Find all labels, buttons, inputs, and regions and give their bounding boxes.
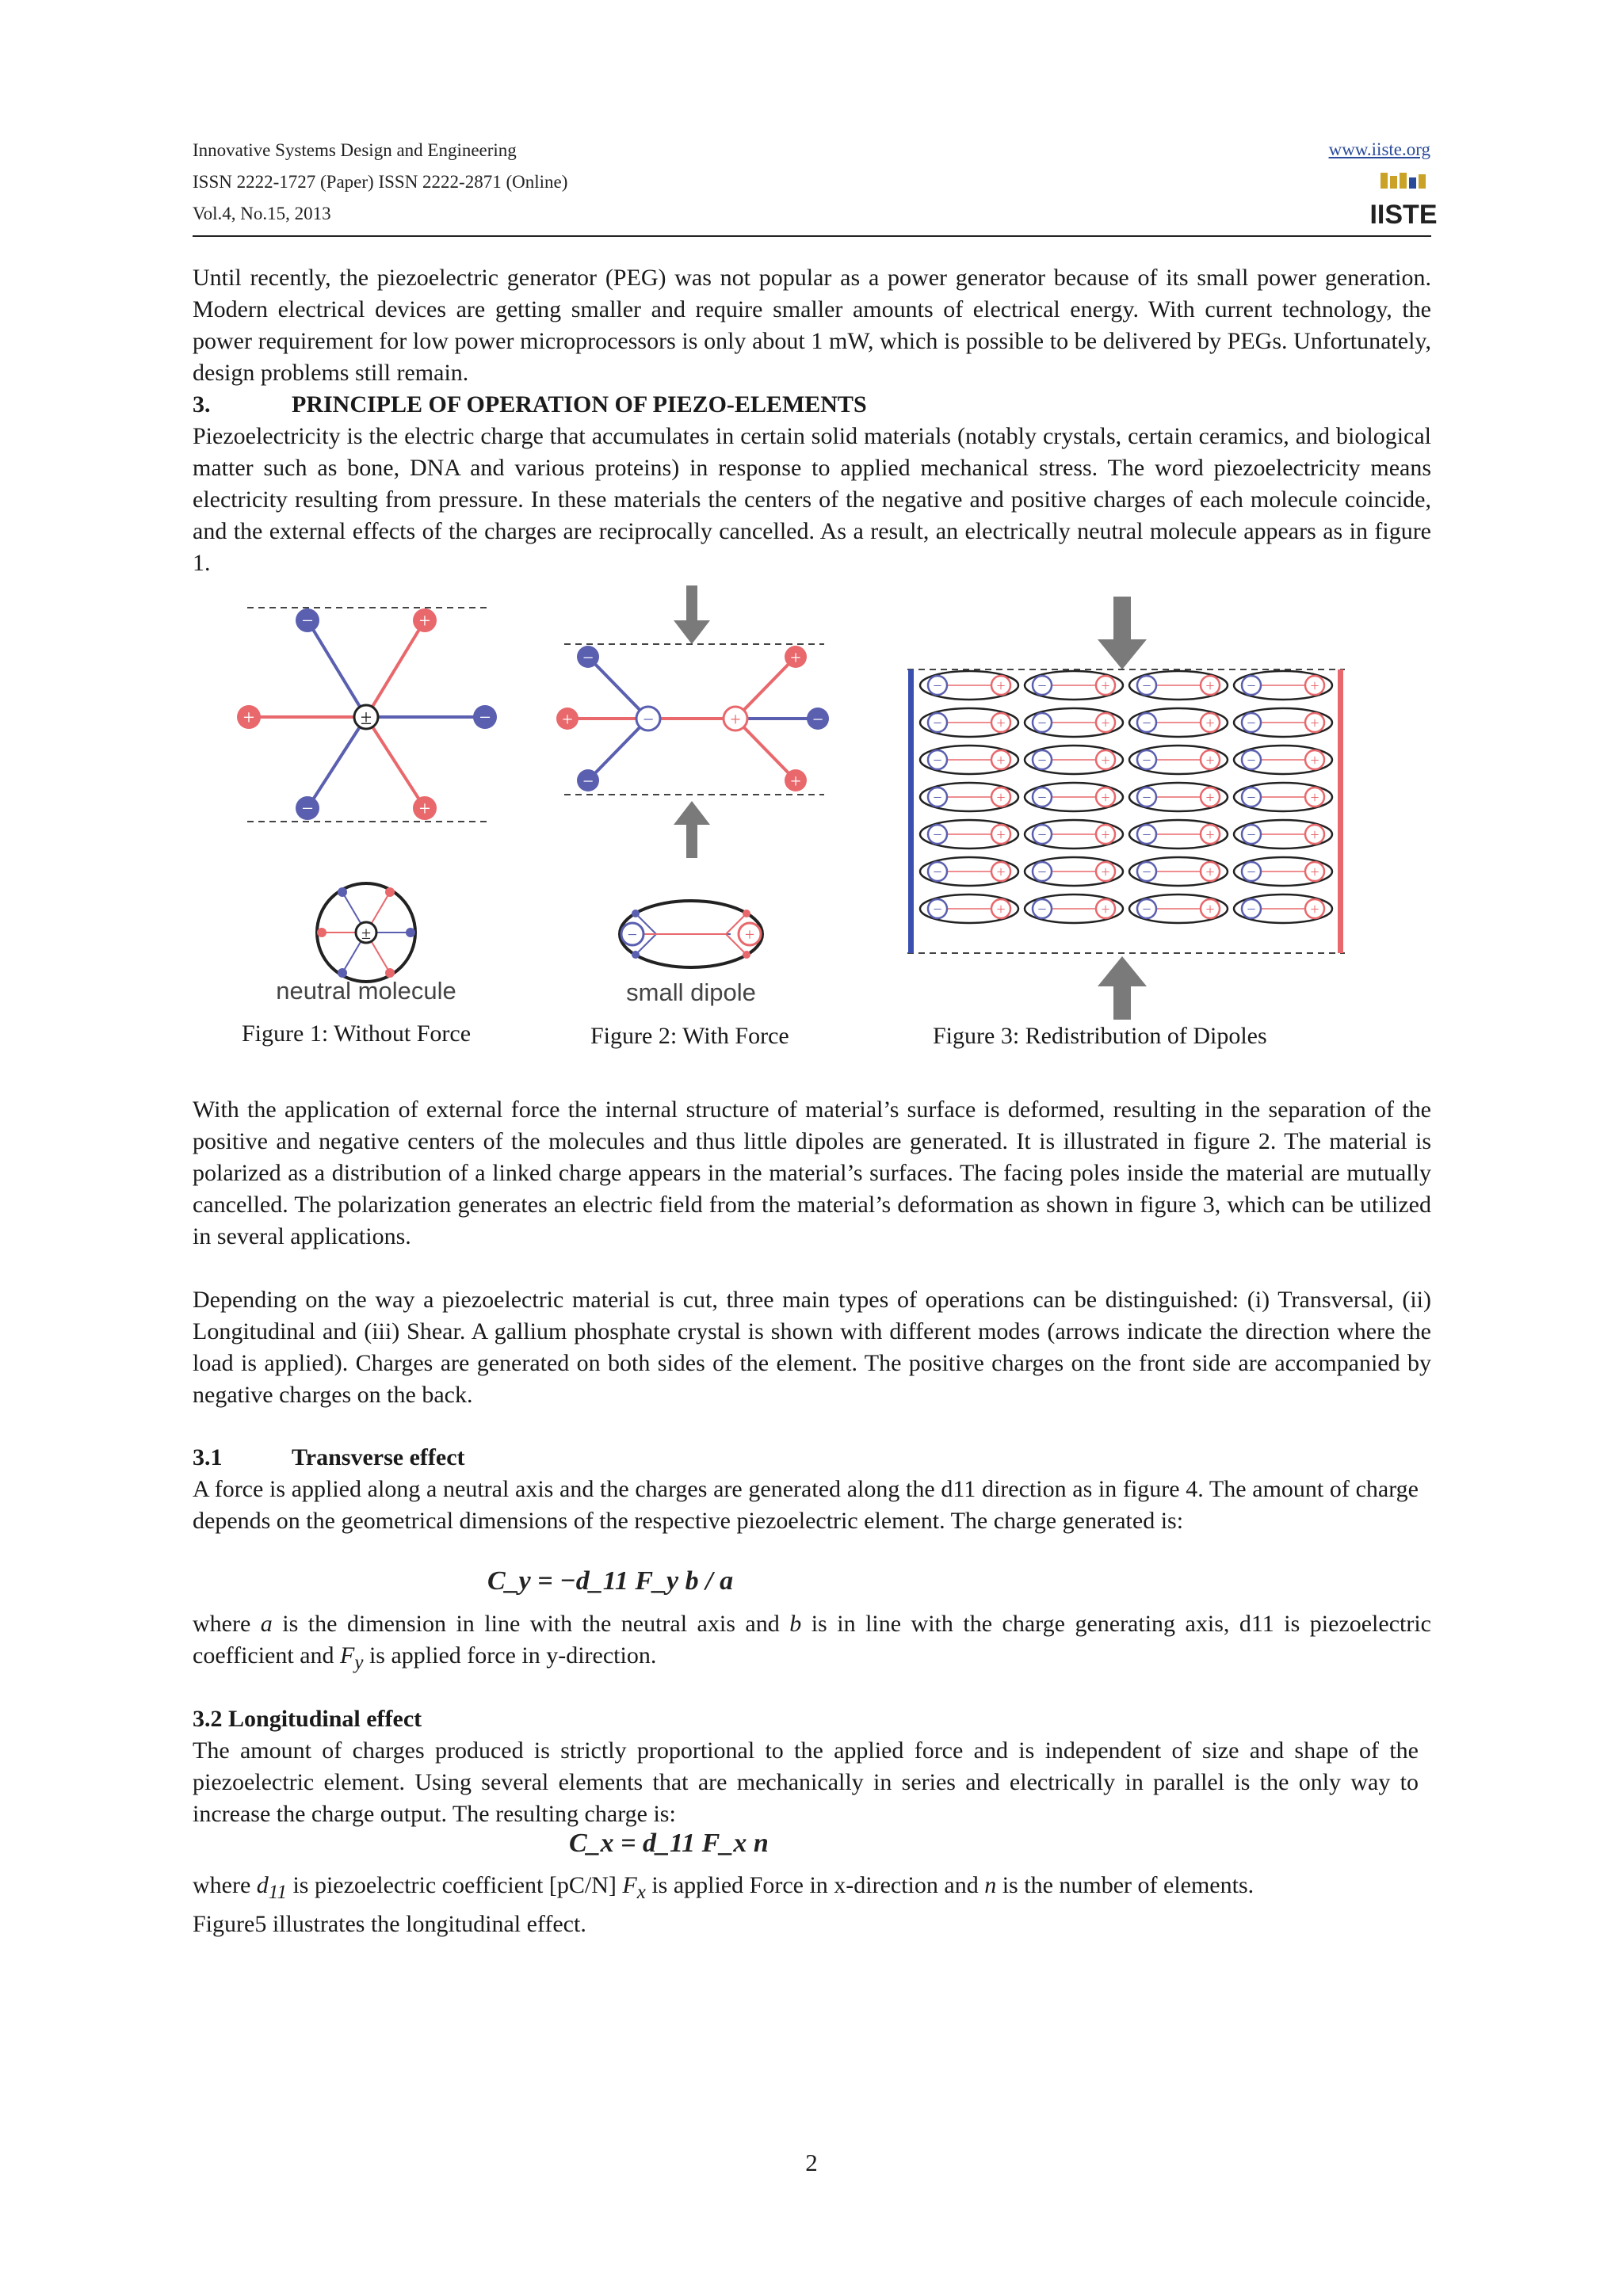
intro-paragraph: Until recently, the piezoelectric generator (PEG) was not popular as a power generator because of its small power generation. Modern electrical devices are getting smaller and require smaller amounts of electrical energy. With current technology, the power requirement for low power microprocessors is only about 1 mW, which is possible to be delivered by PEGs. Unfortunately, design problems still remain. — [193, 265, 1431, 386]
svg-text:+: + — [418, 797, 431, 820]
svg-text:+: + — [562, 710, 573, 730]
svg-text:−: − — [1142, 752, 1151, 769]
section-31-heading — [193, 1442, 465, 1474]
force-paragraph: With the application of external force the internal structure of material’s surface is deformed, resulting in the separation of the positive and negative centers of the molecules and thus little dipoles are generated. It is illustrated in figure 2. The material is polarized as a distribution of a linked charge appears in the material’s surfaces. The facing poles inside the material are mutually cancelled. The polarization generates an electric field from the material’s deformation as shown in figure 3, which can be utilized in several applications. — [193, 1097, 1431, 1249]
svg-text:+: + — [1310, 901, 1319, 918]
svg-text:−: − — [1037, 677, 1047, 695]
header-rule — [193, 235, 1431, 237]
svg-text:−: − — [1037, 826, 1047, 844]
svg-text:+: + — [996, 752, 1006, 769]
up-arrow-icon — [1098, 956, 1147, 1020]
svg-text:−: − — [479, 706, 491, 729]
svg-text:−: − — [933, 789, 942, 807]
svg-text:−: − — [1037, 752, 1047, 769]
svg-text:−: − — [1247, 677, 1256, 695]
svg-text:+: + — [1310, 864, 1319, 881]
svg-text:−: − — [1037, 864, 1047, 881]
svg-text:−: − — [1142, 677, 1151, 695]
section-31-paragraph: A force is applied along a neutral axis and the charges are generated along the d11 direction as in figure 4. The amount of charge depends on the geometrical dimensions of the respective piezoelectric element. The charge generated is: — [193, 1476, 1419, 1534]
section-31-where: where a is the dimension in line with the neutral axis and b is in line with the charge generating axis, d11 is piezoelectric coefficient and $F_y$ is applied force in y-direction. — [193, 1611, 1431, 1673]
section-3-number: 3. — [193, 391, 211, 418]
down-arrow-icon — [674, 585, 710, 644]
svg-text:+: + — [996, 677, 1006, 695]
svg-text:+: + — [1101, 752, 1110, 769]
svg-text:−: − — [1037, 901, 1047, 918]
figure-3-caption: Figure 3: Redistribution of Dipoles — [933, 1023, 1267, 1049]
svg-text:+: + — [1310, 715, 1319, 732]
svg-text:+: + — [1310, 789, 1319, 807]
svg-text:+: + — [1101, 677, 1110, 695]
svg-text:−: − — [1247, 901, 1256, 918]
svg-text:+: + — [996, 789, 1006, 807]
figure-1-caption: Figure 1: Without Force — [242, 1020, 472, 1047]
svg-text:+: + — [1310, 826, 1319, 844]
fig1-label: neutral molecule — [276, 977, 456, 1005]
svg-text:−: − — [933, 864, 942, 881]
positive-charge-icon — [237, 705, 261, 729]
down-arrow-icon — [1098, 597, 1147, 669]
figure-1-neutral-molecule — [230, 590, 507, 1018]
svg-text:+: + — [1205, 789, 1215, 807]
svg-text:+: + — [418, 609, 431, 632]
svg-text:+: + — [1310, 677, 1319, 695]
svg-text:+: + — [1205, 864, 1215, 881]
section-31-number: 3.1 — [193, 1444, 223, 1470]
positive-charge-icon — [413, 796, 437, 820]
svg-text:−: − — [812, 710, 823, 730]
svg-text:+: + — [996, 901, 1006, 918]
svg-text:−: − — [1142, 901, 1151, 918]
issn-line: ISSN 2222-1727 (Paper) ISSN 2222-2871 (Online) — [193, 172, 568, 192]
svg-text:+: + — [1205, 752, 1215, 769]
svg-text:+: + — [1101, 901, 1110, 918]
figure-2-caption: Figure 2: With Force — [590, 1023, 789, 1049]
svg-text:+: + — [242, 706, 255, 729]
svg-text:+: + — [790, 772, 801, 792]
neutral-center-icon — [354, 705, 378, 729]
logo-text: IISTE — [1369, 200, 1438, 230]
section-3-title: PRINCIPLE OF OPERATION OF PIEZO-ELEMENTS — [292, 391, 867, 418]
svg-text:−: − — [933, 752, 942, 769]
svg-text:+: + — [1310, 752, 1319, 769]
svg-text:+: + — [996, 826, 1006, 844]
svg-text:−: − — [1037, 789, 1047, 807]
volume-line: Vol.4, No.15, 2013 — [193, 204, 331, 223]
svg-text:−: − — [582, 648, 594, 669]
positive-charge-icon — [413, 608, 437, 632]
svg-text:−: − — [1037, 715, 1047, 732]
svg-text:−: − — [933, 677, 942, 695]
svg-text:−: − — [1247, 752, 1256, 769]
section-32-where: where $d_{11}$ is piezoelectric coefficient [pC/N] $F_x$ is applied Force in x-direction and n is the number of elements. Figure5 illustrates the longitudinal effect. — [193, 1872, 1254, 1937]
section-3-heading — [193, 389, 867, 421]
svg-text:+: + — [1101, 864, 1110, 881]
equation-transverse — [487, 1566, 733, 1596]
negative-charge-icon — [296, 608, 319, 632]
svg-text:−: − — [1142, 715, 1151, 732]
svg-text:−: − — [933, 715, 942, 732]
svg-text:+: + — [1101, 826, 1110, 844]
svg-text:−: − — [933, 826, 942, 844]
website-link[interactable]: www.iiste.org — [1328, 139, 1430, 159]
modes-paragraph: Depending on the way a piezoelectric material is cut, three main types of operations can be distinguished: (i) Transversal, (ii) Longitudinal and (iii) Shear. A gallium phosphate crystal is shown with different modes (arrows indicate the direction where the load is applied). Charges are generated on both sides of the element. The positive charges on the front side are accompanied by negative charges on the back. — [193, 1287, 1431, 1408]
svg-text:−: − — [1142, 864, 1151, 881]
svg-text:−: − — [1247, 826, 1256, 844]
svg-text:−: − — [301, 797, 314, 820]
section-32-paragraph: The amount of charges produced is strictly proportional to the applied force and is independent of size and shape of the piezoelectric element. Using several elements that are mechanically in series and electrically in parallel is the only way to increase the charge output. The resulting charge is: — [193, 1737, 1419, 1827]
negative-charge-icon — [296, 796, 319, 820]
svg-text:+: + — [1205, 826, 1215, 844]
up-arrow-icon — [674, 801, 710, 858]
svg-text:±: ± — [360, 706, 372, 729]
svg-text:−: − — [1247, 715, 1256, 732]
svg-text:−: − — [643, 710, 654, 730]
equation-longitudinal-text: C_x = d_11 F_x n — [569, 1829, 769, 1858]
dipole-grid — [920, 671, 1332, 923]
equation-longitudinal — [569, 1829, 769, 1859]
page-number: 2 — [805, 2149, 818, 2176]
svg-text:−: − — [1247, 864, 1256, 881]
svg-text:−: − — [1247, 789, 1256, 807]
equation-transverse-text: C_y = −d_11 F_y b / a — [487, 1566, 734, 1596]
figure-3-dipole-array — [899, 590, 1355, 1022]
journal-title: Innovative Systems Design and Engineering — [193, 140, 517, 160]
iiste-logo — [1369, 171, 1438, 230]
negative-charge-icon — [473, 705, 497, 729]
svg-text:−: − — [1142, 826, 1151, 844]
svg-text:−: − — [1142, 789, 1151, 807]
svg-text:+: + — [996, 864, 1006, 881]
svg-text:+: + — [1101, 715, 1110, 732]
section-31-title: Transverse effect — [292, 1444, 465, 1470]
fig2-label: small dipole — [626, 978, 756, 1006]
svg-text:±: ± — [361, 923, 372, 943]
svg-text:+: + — [1205, 715, 1215, 732]
svg-text:+: + — [744, 925, 755, 944]
svg-text:+: + — [1205, 901, 1215, 918]
figure-2-small-dipole — [547, 582, 840, 1018]
section-3-paragraph: Piezoelectricity is the electric charge that accumulates in certain solid materials (notably crystals, certain ceramics, and biological matter such as bone, DNA and various proteins) in response to applied mechanical stress. The word piezoelectricity means electricity resulting from pressure. In these materials the centers of the negative and positive charges of each molecule coincide, and the external effects of the charges are reciprocally cancelled. As a result, an electrically neutral molecule appears as in figure 1. — [193, 423, 1431, 576]
svg-text:+: + — [730, 710, 741, 730]
svg-text:−: − — [301, 609, 314, 632]
svg-text:−: − — [582, 772, 594, 792]
svg-text:+: + — [1205, 677, 1215, 695]
svg-text:+: + — [996, 715, 1006, 732]
svg-text:−: − — [627, 925, 638, 944]
svg-text:−: − — [933, 901, 942, 918]
svg-text:+: + — [790, 648, 801, 669]
svg-text:+: + — [1101, 789, 1110, 807]
section-32-heading: 3.2 Longitudinal effect — [193, 1706, 422, 1732]
